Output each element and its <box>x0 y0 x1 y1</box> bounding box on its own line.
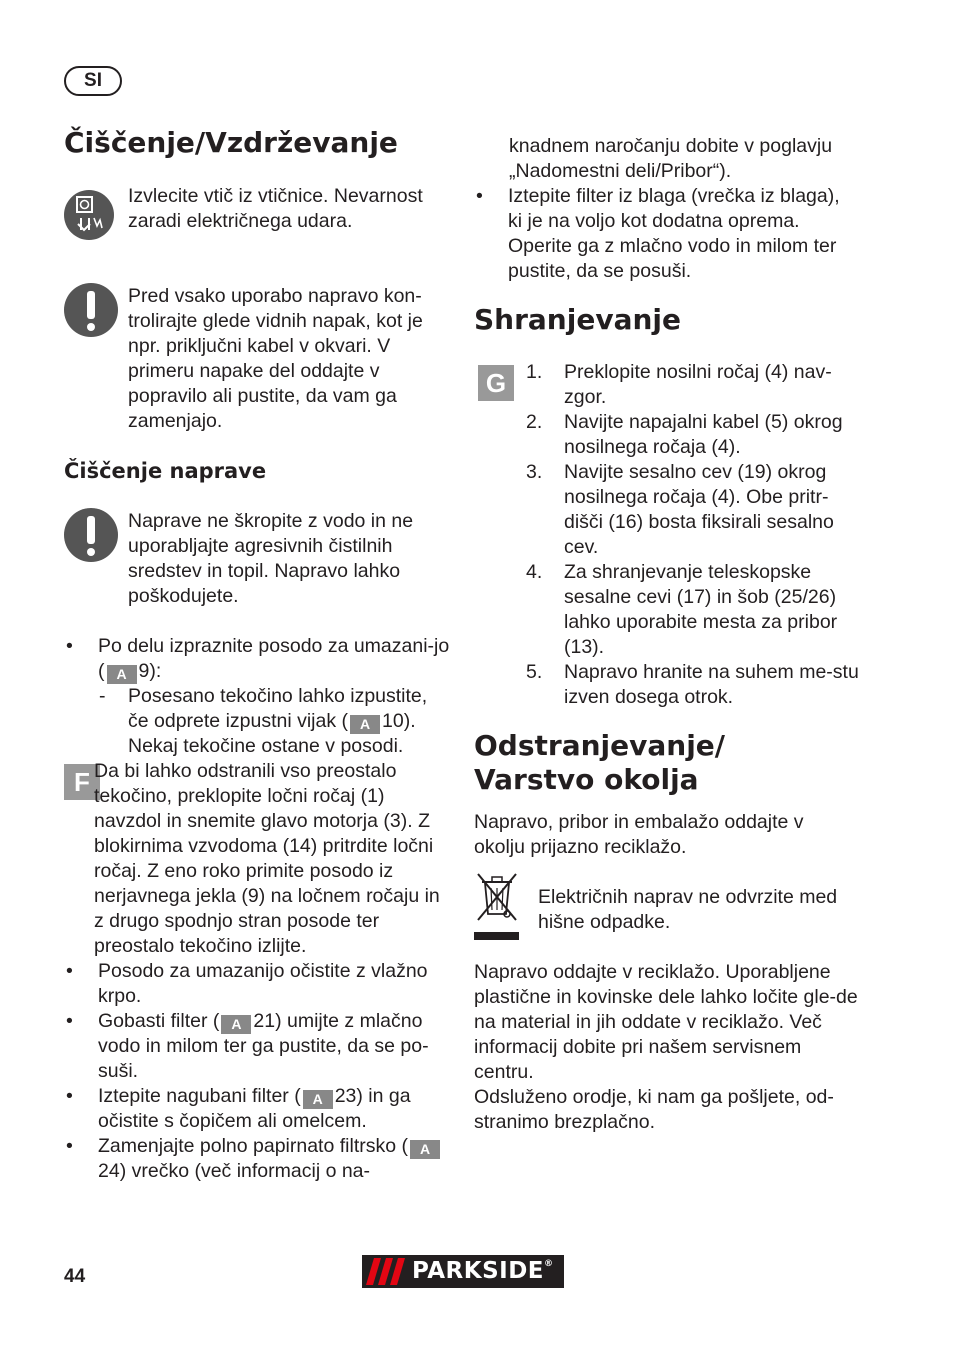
unplug-icon <box>64 190 114 240</box>
logo-slashes-icon <box>366 1258 408 1285</box>
continued-text: knadnem naročanju dobite v poglavju „Nadomestni deli/Pribor“). <box>509 135 833 182</box>
bin-underline <box>474 932 519 940</box>
figure-marker-f: F <box>64 764 100 800</box>
step-text: Napravo hranite na suhem me-stu izven dosega otrok. <box>564 661 859 708</box>
storage-step <box>474 460 859 560</box>
figure-marker-g: G <box>478 365 514 401</box>
step-number: 1. <box>526 361 543 383</box>
sub-item-continuation: Da bi lahko odstranili vso preostalo tekočino, preklopite ločni ročaj (1) navzdol in snemite glavo motorja (3). Z blokirnima vzvodoma (14) pritrdite ločni ročaj. Z eno roko primite posodo iz nerjavnega jekla (9) na ločnem ročaju in z drugo spodnjo stran posode ter preostalo tekočino izlijte. <box>94 760 440 957</box>
warning-icon <box>64 283 118 337</box>
disposal-recycling: Napravo oddajte v reciklažo. Uporabljene plastične in kovinske dele lahko ločite gle-de na material in jih oddate v reciklažo. Več informacij dobite pri našem servisnem centru. <box>474 961 858 1083</box>
list-item: • Iztepite nagubani filter ( A 23) in ga očistite s čopičem ali omelcem. <box>64 1084 452 1134</box>
logo-text: PARKSIDE® <box>412 1258 554 1284</box>
step-text: Za shranjevanje teleskopske sesalne cevi (17) in šob (25/26) lahko uporabite mesta za pribor (13). <box>564 561 838 658</box>
disposal-free-return: Odsluženo orodje, ki nam ga pošljete, od-stranimo brezplačno. <box>474 1086 834 1133</box>
figure-badge: A <box>107 665 137 684</box>
bin-note: Električnih naprav ne odvrzite med hišne odpadke. <box>538 886 838 933</box>
language-badge: SI <box>64 66 122 96</box>
parkside-logo <box>362 1255 564 1288</box>
step-number: 2. <box>526 411 543 433</box>
list-item: • Po delu izpraznite posodo za umazani-jo ( A 9): - Posesano tekočino lahko izpustite, če odprete izpustni vijak ( A 10). Nekaj tekočine ostane v posodi. Da bi lahko odstranili vso preostalo tekočino, preklopite ločni ročaj (1) navzdol in snemite glavo motorja (3). Z blokirnima vzvodoma (14) pritrdite ločni ročaj. Z eno roko primite posodo iz nerjavnega jekla (9) na ločnem ročaju in z drugo spodnjo stran posode ter preostalo tekočino izlijte. <box>64 634 452 959</box>
page-number: 44 <box>64 1266 86 1287</box>
unplug-note: Izvlecite vtič iz vtičnice. Nevarnost zaradi električnega udara. <box>128 185 423 232</box>
disposal-intro: Napravo, pribor in embalažo oddajte v okolju prijazno reciklažo. <box>474 811 804 858</box>
step-text: Navijte sesalno cev (19) okrog nosilnega ročaja (4). Obe pritr-dišči (16) bosta fiksirali sesalno cev. <box>564 461 834 558</box>
water-warning: Naprave ne škropite z vodo in ne uporabljajte agresivnih čistilnih sredstev in topil. Napravo lahko poškodujete. <box>128 510 414 607</box>
storage-steps <box>474 360 859 710</box>
step-number: 3. <box>526 461 543 483</box>
section-title-disposal: Odstranjevanje/ Varstvo okolja <box>474 729 726 796</box>
list-item: • Zamenjajte polno papirnato filtrsko ( A24) vrečko (več informacij o na- <box>64 1134 452 1184</box>
inspection-warning: Pred vsako uporabo napravo kon-trolirajte glede vidnih napak, kot je npr. priključni kabel v okvari. V primeru napake del oddajte v popravilo ali pustite, da vam ga zamenjajo. <box>128 285 423 432</box>
figure-badge: A <box>350 715 380 734</box>
storage-step <box>474 410 859 460</box>
storage-step <box>474 660 859 710</box>
step-number: 4. <box>526 561 543 583</box>
storage-step <box>474 560 859 660</box>
sub-item: - Posesano tekočino lahko izpustite, če odprete izpustni vijak ( A 10). Nekaj tekočine ostane v posodi. <box>96 684 452 759</box>
subsection-title-cleaning-device: Čiščenje naprave <box>64 459 267 483</box>
step-number: 5. <box>526 661 543 683</box>
section-title-storage: Shranjevanje <box>474 303 681 336</box>
figure-badge: A <box>221 1015 251 1034</box>
crossed-bin-icon <box>474 870 520 926</box>
storage-step <box>474 360 859 410</box>
list-item: • Gobasti filter ( A 21) umijte z mlačno vodo in milom ter ga pustite, da se po-suši. <box>64 1009 452 1084</box>
figure-badge: A <box>303 1090 333 1109</box>
section-title-cleaning: Čiščenje/Vzdrževanje <box>64 126 398 159</box>
step-text: Preklopite nosilni ročaj (4) nav-zgor. <box>564 361 832 408</box>
warning-icon <box>64 508 118 562</box>
cleaning-list <box>64 634 452 1184</box>
cloth-filter-list <box>474 184 859 284</box>
step-text: Navijte napajalni kabel (5) okrog nosilnega ročaja (4). <box>564 411 843 458</box>
list-item: • Posodo za umazanijo očistite z vlažno krpo. <box>64 959 452 1009</box>
list-item: • Iztepite filter iz blaga (vrečka iz blaga), ki je na voljo kot dodatna oprema. Operite ga z mlačno vodo in milom ter pustite, da se posuši. <box>474 184 859 284</box>
figure-badge: A <box>410 1140 440 1159</box>
